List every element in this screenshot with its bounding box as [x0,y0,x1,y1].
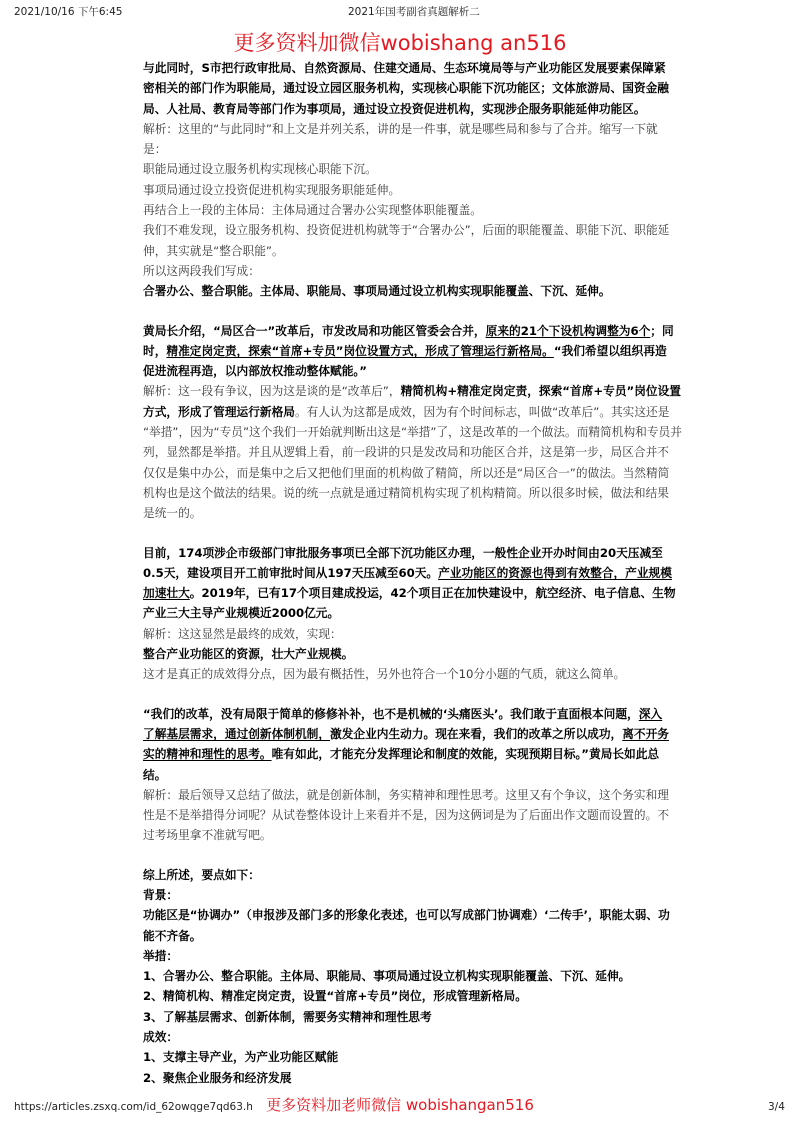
text-segment: 列，显然都是举措。并且从逻辑上看，前一段讲的只是发改局和功能区合并，这是第一步，局区合并不 [143,445,669,460]
text-segment: 我们不难发现，设立服务机构、投资促进机构就等于“合署办公”，后面的职能覆盖、职能下沉、职能延 [143,223,670,238]
text-line [143,966,663,986]
text-line [143,402,670,422]
article-body [143,58,682,1107]
text-line [143,785,669,805]
bold-text: “我们的改革，没有局限于简单的修修补补，也不是机械的‘头痛医头’。我们敢于直面根本问题， [143,706,639,721]
underlined-text: 加速壮大 [143,586,190,601]
text-segment: 解析：这这显然是最终的成效，实现： [143,626,342,641]
text-segment: 再结合上一段的主体局：主体局通过合署办公实现整体职能覆盖。 [143,203,482,218]
bold-text: 能不齐备。 [143,928,202,943]
text-line [143,159,663,179]
bold-text: ；同 [650,323,674,338]
text-segment: 伸，其实就是“整合职能”。 [143,243,284,258]
text-segment: 这才是真正的成效得分点，因为最有概括性，另外也符合一个10分小题的气质，就这么简单。 [143,667,626,682]
text-segment: 仅仅是集中办公，而是集中之后又把他们里面的机构做了精简，所以还是“局区合一”的做法。当然精简 [143,465,670,480]
text-segment: 。有人认为这都是成效，因为有个时间标志，叫做“改革后”。其实这还是 [294,404,670,419]
text-line [143,361,663,381]
text-line [143,865,663,885]
text-line [143,1027,663,1047]
text-line [143,1068,663,1088]
text-line [143,603,663,623]
text-line [143,1007,663,1027]
text-segment: 过考场里拿不准就写吧。 [143,828,272,843]
article-section [143,58,670,302]
text-line [143,624,663,644]
text-segment: 解析：这一段有争议，因为这是谈的是“改革后”， [143,384,401,399]
text-line [143,99,663,119]
bold-text: 合署办公、整合职能。主体局、职能局、事项局通过设立机构实现职能覆盖、下沉、延伸。 [143,284,611,299]
underlined-text: 原来的21个下设机构调整为6个 [485,323,651,338]
bold-text: 功能区是“协调办”（申报涉及部门多的形象化表述，也可以写成部门协调难）‘二传手’，职能太弱、功 [143,908,670,923]
text-line [143,422,682,442]
text-segment: 所以这两段我们写成： [143,263,260,278]
page-number: 3/4 [768,1101,785,1113]
text-line [143,58,666,78]
text-line [143,885,663,905]
text-line [143,381,681,401]
bold-text: 3、了解基层需求、创新体制，需要务实精神和理性思考 [143,1009,432,1024]
bold-text: 1、支撑主导产业，为产业功能区赋能 [143,1050,339,1065]
article-section [143,543,676,685]
text-line [143,825,663,845]
text-line [143,139,663,159]
underlined-text: 深入 [638,706,663,721]
underlined-text: 实的精神和理性的思考。 [143,747,272,762]
bold-text: 唯有如此，才能充分发挥理论和制度的效能，实现预期目标。”黄局长如此总 [271,747,660,762]
bold-text: 时， [143,343,167,358]
text-line [143,78,669,98]
text-line [143,543,663,563]
text-line [143,664,663,684]
bold-text: 结。 [143,767,167,782]
text-line [143,905,670,925]
bold-text: 整合产业功能区的资源，壮大产业规模。 [143,647,354,662]
text-segment: 是统一的。 [143,506,202,521]
bold-text: 0.5天，建设项目开工前审批时间从197天压减至60天。 [143,565,439,580]
bold-text: 综上所述，要点如下： [143,867,260,882]
print-page-title: 2021年国考副省真题解析二 [348,6,480,18]
text-line [143,946,663,966]
text-line [143,805,669,825]
text-line [143,583,676,603]
bold-text: 成效： [143,1030,179,1045]
text-segment: 解析：这里的“与此同时”和上文是并列关系，讲的是一件事，就是哪些局和参与了合并。缩写一下就 [143,121,658,136]
text-line [143,119,663,139]
watermark-bottom: 更多资料加老师微信 wobishangan516 [266,1096,534,1114]
text-line [143,341,667,361]
text-line [143,765,663,785]
text-line [143,926,663,946]
bold-text: 背景： [143,887,179,902]
text-line [143,724,669,744]
text-line [143,1047,663,1067]
bold-text: 1、合署办公、整合职能。主体局、职能局、事项局通过设立机构实现职能覆盖、下沉、延伸。 [143,969,631,984]
bold-text: 激发企业内生动力。现在来看，我们的改革之所以成功， [330,726,623,741]
text-line [143,241,663,261]
bold-text: “我们希望以组织再造 [553,343,667,358]
underlined-text: 产业功能区的资源也得到有效整合，产业规模 [438,565,672,580]
bold-text: 与此同时，S市把行政审批局、自然资源局、住建交通局、生态环境局等与产业功能区发展要素保障紧 [143,61,666,75]
text-line [143,986,663,1006]
text-segment: 职能局通过设立服务机构实现核心职能下沉。 [143,162,377,177]
text-line [143,704,663,724]
bold-text: 密相关的部门作为职能局，通过设立园区服务机构，实现核心职能下沉功能区；文体旅游局、国资金融 [143,81,669,96]
text-line [143,442,669,462]
text-line [143,563,672,583]
text-line [143,261,663,281]
text-line [143,321,674,341]
text-line [143,180,663,200]
text-segment: 事项局通过设立投资促进机构实现服务职能延伸。 [143,182,401,197]
bold-text: 2、精简机构、精准定岗定责，设置“首席+专员”岗位，形成管理新格局。 [143,989,527,1004]
text-line [143,483,669,503]
bold-text: 目前，174项涉企市级部门审批服务事项已全部下沉功能区办理，一般性企业开办时间由20天压减至 [143,545,663,560]
text-segment: 是： [143,142,167,157]
text-line [143,503,663,523]
article-section [143,321,682,524]
bold-text: 方式，形成了管理运行新格局 [143,404,295,419]
bold-text: 促进流程再造，以内部放权推动整体赋能。” [143,364,367,379]
article-section [143,865,670,1088]
bold-text: 2、聚焦企业服务和经济发展 [143,1070,292,1085]
bold-text: 举措： [143,948,179,963]
text-line [143,644,663,664]
print-datetime: 2021/10/16 下午6:45 [14,6,123,18]
article-section [143,704,669,846]
watermark-top: 更多资料加微信wobishang an516 [233,31,567,55]
text-line [143,281,663,301]
text-segment: “举措”，因为“专员”这个我们一开始就判断出这是“举措”了，这是改革的一个做法。而精简机构和专员并 [143,425,682,440]
underlined-text: 离不开务 [622,726,669,741]
text-segment: 解析：最后领导又总结了做法，就是创新体制，务实精神和理性思考。这里又有个争议，这个务实和理 [143,787,669,802]
text-line [143,463,670,483]
print-url: https://articles.zsxq.com/id_62owqge7qd63.h [14,1101,253,1113]
bold-text: 黄局长介绍，“局区合一”改革后，市发改局和功能区管委会合并， [143,323,486,338]
underlined-text: 精准定岗定责，探索“首席+专员”岗位设置方式，形成了管理运行新格局。 [166,343,554,358]
bold-text: 局、人社局、教育局等部门作为事项局，通过设立投资促进机构，实现涉企服务职能延伸功能区。 [143,101,646,116]
bold-text: 产业三大主导产业规模近2000亿元。 [143,606,340,621]
text-line [143,744,663,764]
underlined-text: 了解基层需求，通过创新体制机制， [143,726,331,741]
text-segment: 性是不是举措得分词呢？从试卷整体设计上来看并不是，因为这俩词是为了后面出作文题而设置的。不 [143,808,669,823]
text-line [143,220,670,240]
text-line [143,200,663,220]
bold-text: 。2019年，已有17个项目建成投运，42个项目正在加快建设中，航空经济、电子信息、生物 [189,586,676,601]
bold-text: 精简机构+精准定岗定责，探索“首席+专员”岗位设置 [400,384,681,399]
text-segment: 机构也是这个做法的结果。说的统一点就是通过精简机构实现了机构精简。所以很多时候，做法和结果 [143,485,669,500]
